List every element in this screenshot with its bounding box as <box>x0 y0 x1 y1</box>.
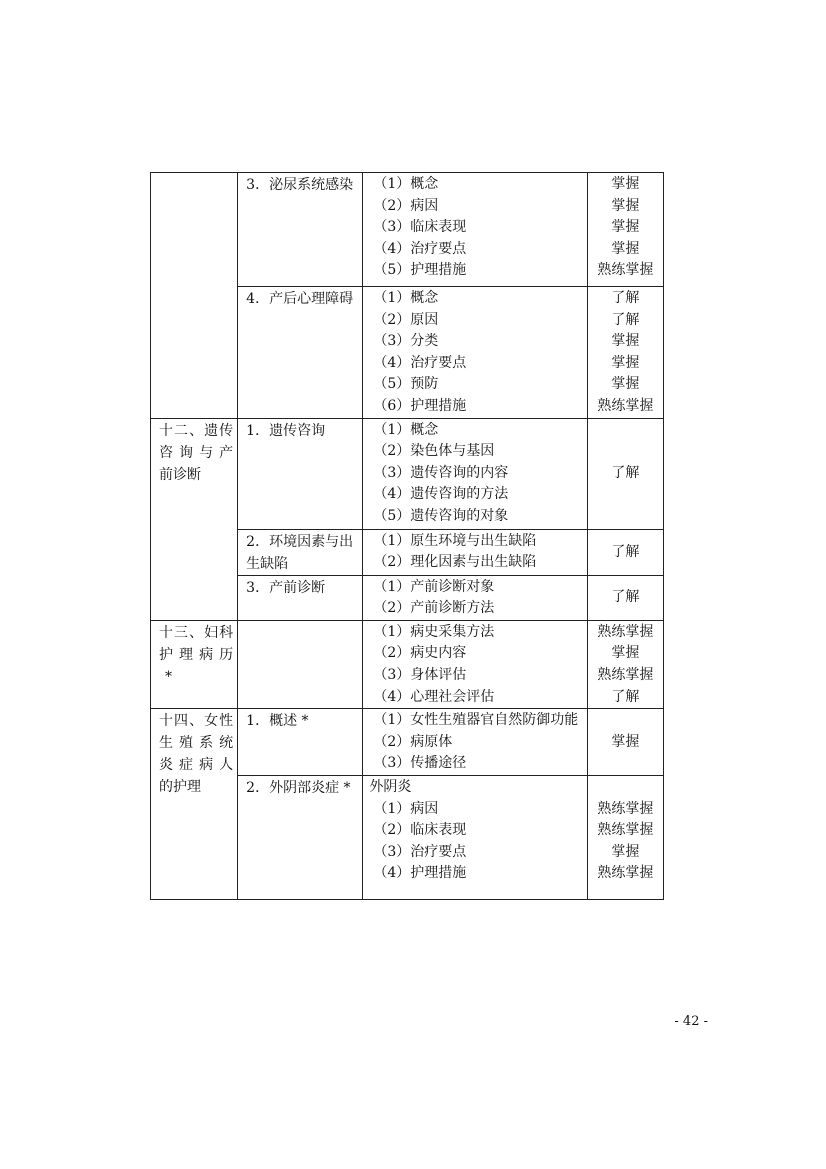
unit-cell-12 <box>151 418 238 620</box>
point-text: （1）概念 <box>373 421 439 438</box>
table-row <box>151 709 664 776</box>
point-text: （5）预防 <box>373 376 439 393</box>
point-text: （4）治疗要点 <box>373 240 467 257</box>
point-text: （4）遗传咨询的方法 <box>373 486 509 503</box>
unit-text: 咨询与产 <box>159 444 234 461</box>
point-text: （1）概念 <box>373 176 439 192</box>
level-cell <box>587 575 663 620</box>
unit-text: 护理病历 <box>159 646 234 663</box>
points-cell <box>363 575 587 620</box>
point-text: （3）传播途径 <box>373 755 467 772</box>
level-text: 熟练掌握 <box>597 666 654 683</box>
topic-cell <box>238 575 363 620</box>
unit-cell-continued <box>151 173 238 419</box>
point-text: （2）原因 <box>373 311 439 328</box>
topic-text: 3．产前诊断 <box>246 579 326 596</box>
unit-text: * <box>165 668 172 685</box>
point-text: （1）女性生殖器官自然防御功能 <box>373 712 579 729</box>
level-text: 熟练掌握 <box>597 865 654 882</box>
point-text: （3）身体评估 <box>373 666 467 683</box>
point-text: （2）理化因素与出生缺陷 <box>373 554 537 571</box>
point-text: （1）原生环境与出生缺陷 <box>373 532 537 549</box>
topic-cell <box>238 287 363 419</box>
points-cell <box>363 529 587 575</box>
table-row <box>151 418 664 529</box>
level-text: 熟练掌握 <box>597 822 654 839</box>
page-number: - 42 - <box>674 1014 708 1029</box>
topic-text: 1．遗传咨询 <box>246 422 326 439</box>
level-spacer <box>588 777 663 799</box>
point-text: （2）病史内容 <box>373 645 467 662</box>
level-text: 掌握 <box>611 376 640 393</box>
level-text: 了解 <box>611 688 640 705</box>
points-cell <box>363 775 587 899</box>
unit-text: 前诊断 <box>159 466 201 483</box>
level-text: 了解 <box>611 311 640 328</box>
level-text: 了解 <box>611 465 640 482</box>
point-text: （6）护理措施 <box>373 397 467 414</box>
level-text: 掌握 <box>611 197 640 214</box>
level-cell <box>587 173 663 287</box>
point-text: （2）病原体 <box>373 733 453 750</box>
topic-text: 4．产后心理障碍 <box>246 291 354 307</box>
topic-cell <box>238 775 363 899</box>
point-heading: 外阴炎 <box>369 778 412 795</box>
level-text: 了解 <box>611 589 640 606</box>
topic-cell <box>238 173 363 287</box>
topic-text: 生缺陷 <box>246 555 289 572</box>
level-text: 掌握 <box>611 333 640 350</box>
point-text: （3）分类 <box>373 333 439 350</box>
point-text: （4）心理社会评估 <box>373 688 495 705</box>
point-text: （2）染色体与基因 <box>373 443 495 460</box>
table-row <box>151 173 664 287</box>
points-cell <box>363 620 587 708</box>
level-text: 掌握 <box>611 843 640 860</box>
level-cell <box>587 775 663 899</box>
level-cell <box>587 287 663 419</box>
point-text: （2）临床表现 <box>373 822 467 839</box>
topic-text: 1．概述 * <box>246 713 309 730</box>
level-text: 熟练掌握 <box>597 623 654 640</box>
topic-text: 2．外阴部炎症 * <box>246 779 351 796</box>
topic-cell <box>238 418 363 529</box>
topic-text: 2．环境因素与出 <box>246 533 354 550</box>
level-text: 掌握 <box>611 645 640 662</box>
point-text: （5）护理措施 <box>373 262 467 279</box>
point-text: （1）产前诊断对象 <box>373 578 495 595</box>
point-text: （2）产前诊断方法 <box>373 600 495 617</box>
point-text: （1）病史采集方法 <box>373 623 495 640</box>
unit-text: 炎症病人 <box>159 757 234 774</box>
points-cell <box>363 418 587 529</box>
topic-cell <box>238 709 363 776</box>
level-cell <box>587 620 663 708</box>
level-text: 掌握 <box>611 733 640 750</box>
points-cell <box>363 287 587 419</box>
unit-text: 生殖系统 <box>159 735 234 752</box>
point-text: （3）临床表现 <box>373 219 467 236</box>
topic-cell <box>238 529 363 575</box>
unit-text: 十四、女性 <box>159 713 234 730</box>
point-text: （1）病因 <box>373 800 439 817</box>
level-text: 熟练掌握 <box>597 262 654 279</box>
level-text: 掌握 <box>611 240 640 257</box>
point-text: （3）治疗要点 <box>373 843 467 860</box>
topic-text: 3．泌尿系统感染 <box>246 177 354 193</box>
points-cell <box>363 709 587 776</box>
level-text: 了解 <box>611 543 640 560</box>
point-text: （5）遗传咨询的对象 <box>373 507 509 524</box>
unit-cell-14 <box>151 709 238 900</box>
table-row <box>151 620 664 708</box>
level-text: 了解 <box>611 290 640 306</box>
level-text: 掌握 <box>611 354 640 371</box>
syllabus-table <box>150 172 664 900</box>
unit-cell-13 <box>151 620 238 708</box>
point-text: （2）病因 <box>373 197 439 214</box>
topic-cell-empty <box>238 620 363 708</box>
level-cell <box>587 709 663 776</box>
unit-text: 的护理 <box>159 779 201 796</box>
points-cell <box>363 173 587 287</box>
level-text: 掌握 <box>611 219 640 236</box>
point-text: （4）护理措施 <box>373 865 467 882</box>
point-text: （1）概念 <box>373 290 439 306</box>
level-text: 熟练掌握 <box>597 800 654 817</box>
level-text: 熟练掌握 <box>597 397 654 414</box>
unit-text: 十二、遗传 <box>159 422 234 439</box>
level-text: 掌握 <box>611 176 640 192</box>
point-text: （3）遗传咨询的内容 <box>373 464 509 481</box>
unit-text: 十三、妇科 <box>159 624 234 641</box>
point-text: （4）治疗要点 <box>373 354 467 371</box>
level-cell <box>587 529 663 575</box>
level-cell <box>587 418 663 529</box>
